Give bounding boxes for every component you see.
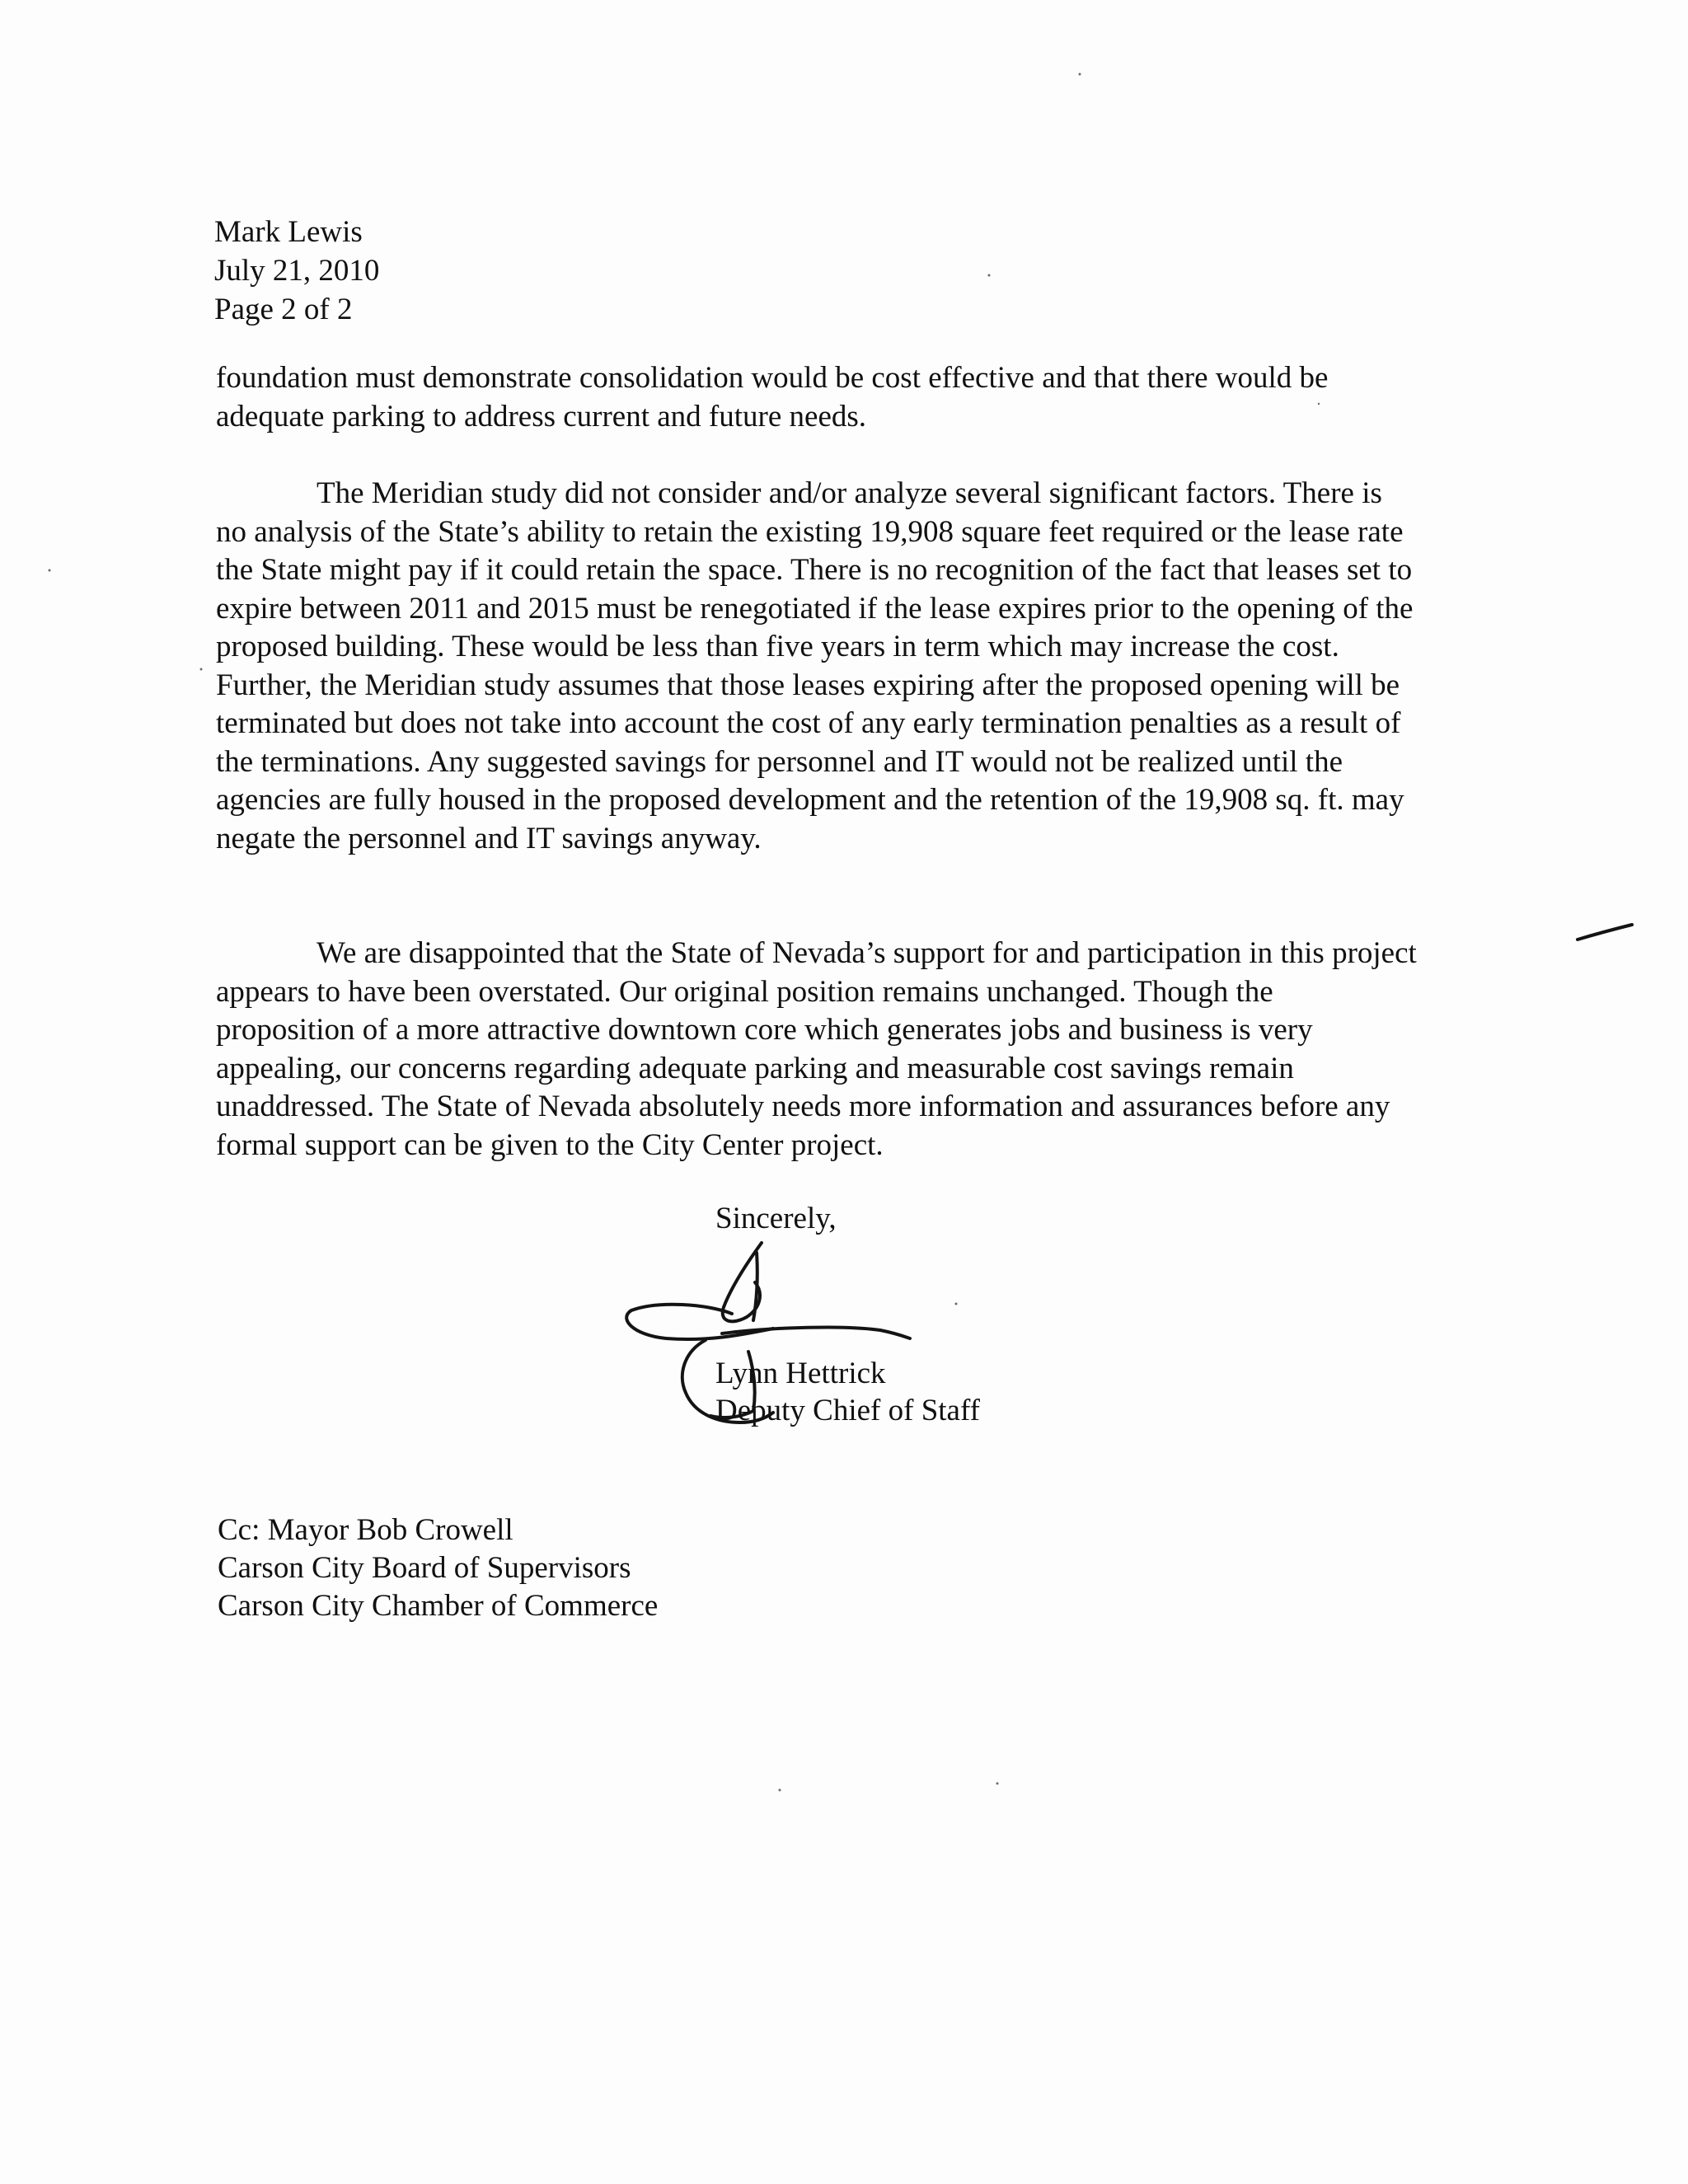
recipient-name: Mark Lewis (214, 215, 363, 249)
closing-salutation: Sincerely, (715, 1202, 837, 1235)
body-paragraph-3: We are disappointed that the State of Nevada’s support for and participation in this project appears to have been overstated. Our original position remains unchanged. Though the proposition of a more attractive downtown core which generates jobs and business is very appealing, our concerns regarding adequate parking and measurable cost savings remain unaddressed. The State of Nevada absolutely needs more information and assurances before any formal support can be given to the City Center project. (216, 936, 1417, 1162)
cc-line: Cc: Mayor Bob Crowell (218, 1513, 513, 1547)
body-paragraph-1: foundation must demonstrate consolidation would be cost effective and that there would be adequate parking to address current and future needs. (216, 361, 1329, 434)
page-number: Page 2 of 2 (214, 293, 353, 326)
letter-date: July 21, 2010 (214, 254, 380, 288)
body-paragraph-2: The Meridian study did not consider and/or analyze several significant factors. There is no analysis of the State’s ability to retain the existing 19,908 square feet required or the lease rate the State might pay if it could retain the space. There is no recognition of the fact that leases set to expire between 2011 and 2015 must be renegotiated if the lease expires prior to the opening of the proposed building. These would be less than five years in term which may increase the cost. Further, the Meridian study assumes that those leases expiring after the proposed opening will be terminated but does not take into account the cost of any early termination penalties as a result of the terminations. Any suggested savings for personnel and IT would not be realized until the agencies are fully housed in the proposed development and the retention of the 19,908 sq. ft. may negate the personnel and IT savings anyway. (216, 476, 1414, 855)
signer-name: Lynn Hettrick (715, 1357, 886, 1390)
cc-line: Carson City Chamber of Commerce (218, 1589, 659, 1623)
cc-line: Carson City Board of Supervisors (218, 1551, 631, 1585)
signer-title: Deputy Chief of Staff (715, 1394, 980, 1427)
